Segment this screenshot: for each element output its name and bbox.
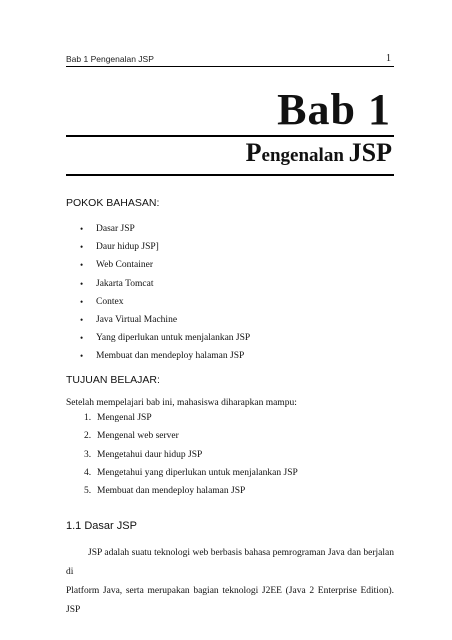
paragraph-line: JSP adalah suatu teknologi web berbasis bahasa pemrograman Java dan berjalan di — [66, 548, 394, 577]
bullet-icon: • — [80, 296, 84, 307]
running-header-title: Bab 1 Pengenalan JSP — [66, 54, 154, 64]
paragraph-line: Platform Java, serta merupakan bagian teknologi J2EE (Java 2 Enterprise Edition). JSP — [66, 586, 394, 615]
list-item: • Java Virtual Machine — [80, 314, 178, 325]
bullet-icon: • — [80, 314, 84, 325]
chapter-rule-bottom — [66, 174, 394, 176]
list-item: • Web Container — [80, 260, 154, 271]
bullet-icon: • — [80, 260, 84, 271]
chapter-title — [246, 140, 392, 166]
tujuan-belajar-intro: Setelah mempelajari bab ini, mahasiswa diharapkan mampu: — [66, 398, 297, 408]
body-paragraph — [66, 544, 394, 620]
page-number: 1 — [386, 53, 391, 64]
list-item: 4. Mengetahui yang diperlukan untuk menjalankan JSP — [84, 467, 298, 478]
list-item: 3. Mengetahui daur hidup JSP — [84, 449, 203, 460]
bullet-icon: • — [80, 278, 84, 289]
bullet-icon: • — [80, 351, 84, 362]
list-item: • Dasar JSP — [80, 224, 135, 234]
chapter-title-last: JSP — [348, 138, 392, 167]
bullet-icon: • — [80, 242, 84, 253]
list-item: 5. Membuat dan mendeploy halaman JSP — [84, 486, 246, 497]
list-item: • Daur hidup JSP] — [80, 242, 159, 253]
list-item: • Jakarta Tomcat — [80, 278, 154, 289]
chapter-title-initial: P — [245, 138, 262, 167]
list-item: 1. Mengenal JSP — [84, 413, 152, 423]
tujuan-belajar-list — [84, 412, 298, 503]
chapter-title-rest: engenalan — [261, 145, 349, 166]
list-item: • Membuat dan mendeploy halaman JSP — [80, 351, 245, 362]
pokok-bahasan-heading: POKOK BAHASAN: — [66, 197, 160, 209]
chapter-number: Bab 1 — [277, 85, 391, 134]
list-item: 2. Mengenal web server — [84, 431, 179, 442]
section-heading: 1.1 Dasar JSP — [66, 520, 137, 532]
bullet-icon: • — [80, 224, 84, 234]
header-rule — [66, 66, 394, 67]
chapter-rule-top — [66, 135, 394, 137]
list-item: • Contex — [80, 296, 124, 307]
pokok-bahasan-list — [80, 223, 250, 369]
list-item: • Yang diperlukan untuk menjalankan JSP — [80, 333, 251, 344]
tujuan-belajar-heading: TUJUAN BELAJAR: — [66, 374, 160, 386]
bullet-icon: • — [80, 333, 84, 344]
